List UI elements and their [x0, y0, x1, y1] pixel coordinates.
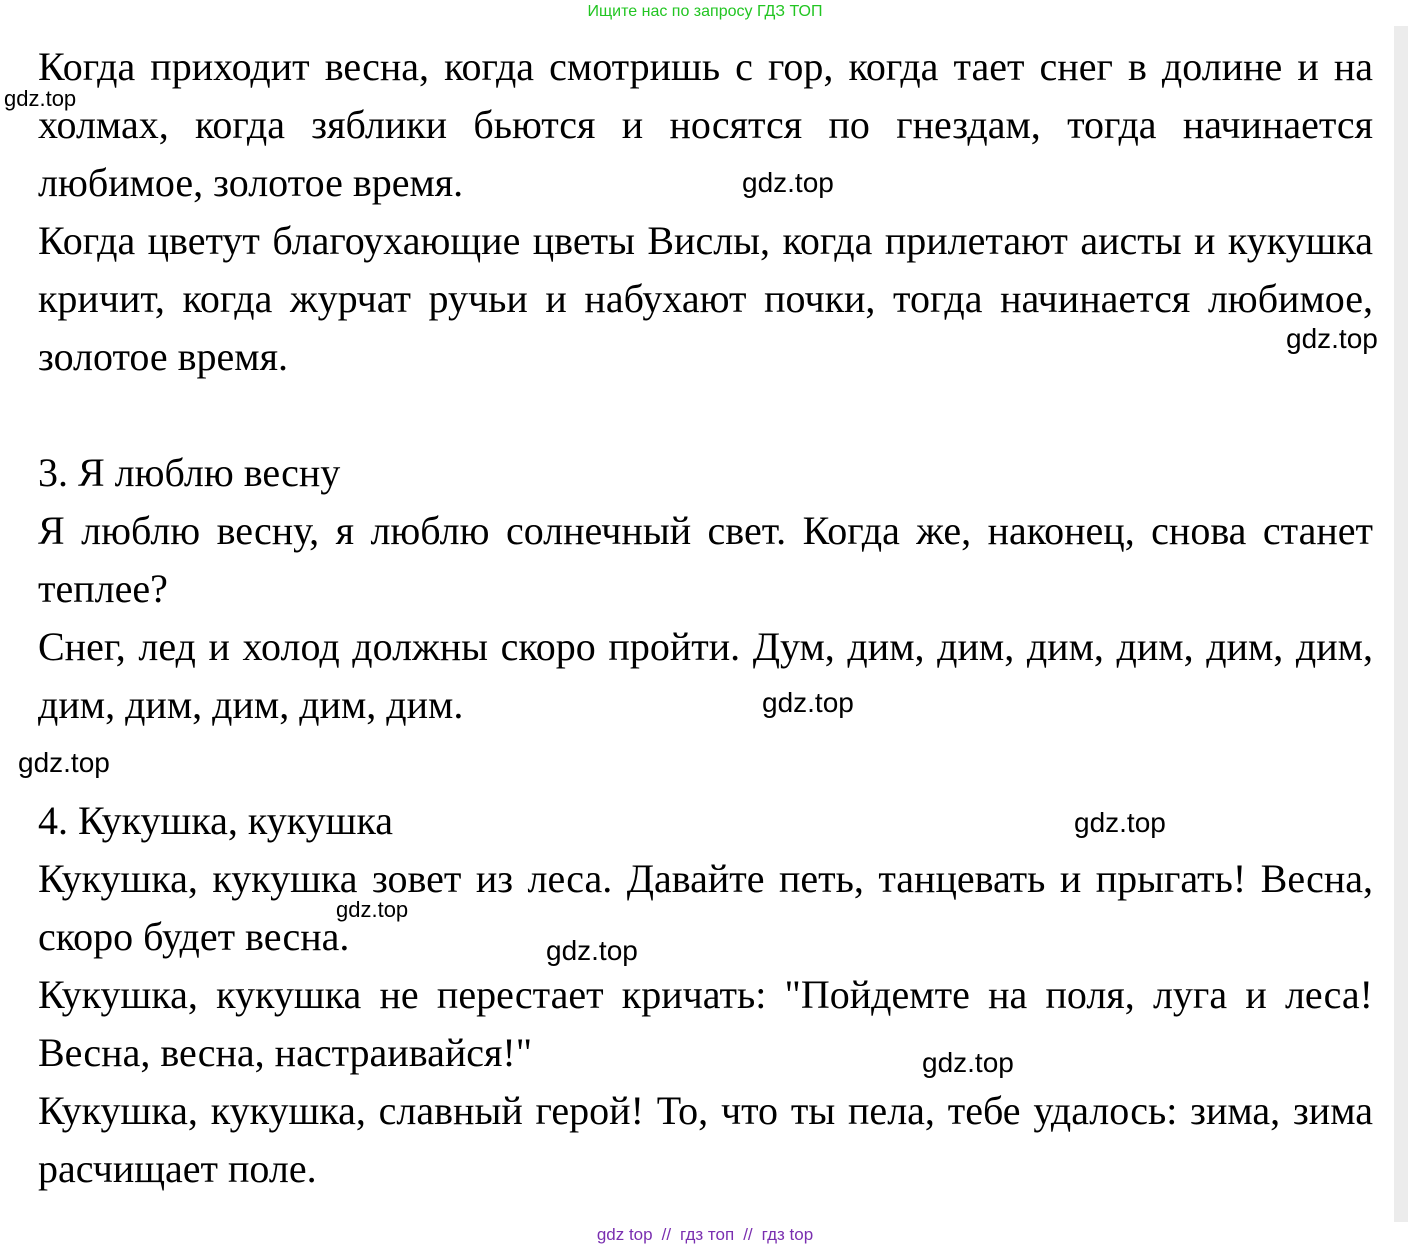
watermark: gdz.top [336, 897, 409, 922]
paragraph: Когда цветут благоухающие цветы Вислы, когда прилетают аисты и кукушка кричит, когда журчат ручьи и набухают почки, тогда начинается любимое, золотое время. [38, 218, 1373, 379]
footer-separator: // [661, 1225, 672, 1244]
section-4-heading: 4. Кукушка, кукушка [38, 798, 394, 843]
watermark: gdz.top [1286, 323, 1378, 354]
spacer [38, 386, 1373, 444]
watermark: gdz.top [742, 167, 834, 198]
scrollbar[interactable] [1394, 26, 1408, 1222]
spacer [38, 734, 1373, 792]
paragraph: Кукушка, кукушка не перестает кричать: "Пойдемте на поля, луга и леса! Весна, весна, настраивайся!" [38, 972, 1373, 1075]
footer-link[interactable]: гдз топ [680, 1225, 735, 1244]
paragraph: Кукушка, кукушка зовет из леса. Давайте петь, танцевать и прыгать! Весна, скоро будет весна. [38, 856, 1373, 959]
document-body [38, 38, 1373, 1198]
paragraph: Когда приходит весна, когда смотришь с гор, когда тает снег в долине и на холмах, когда зяблики бьются и носятся по гнездам, тогда начинается любимое, золотое время. [38, 44, 1373, 205]
watermark: gdz.top [18, 747, 110, 778]
paragraph: Кукушка, кукушка, славный герой! То, что ты пела, тебе удалось: зима, зима расчищает поле. [38, 1088, 1373, 1191]
top-banner[interactable]: Ищите нас по запросу ГДЗ ТОП [587, 3, 823, 20]
watermark: gdz.top [922, 1047, 1014, 1078]
paragraph: Я люблю весну, я люблю солнечный свет. Когда же, наконец, снова станет теплее? [38, 508, 1373, 611]
section-3-heading: 3. Я люблю весну [38, 450, 341, 495]
footer-link[interactable]: гдз top [761, 1225, 814, 1244]
footer-link[interactable]: gdz top [596, 1225, 653, 1244]
watermark: gdz.top [4, 86, 77, 111]
footer-separator: // [743, 1225, 753, 1244]
watermark: gdz.top [546, 935, 638, 966]
footer [0, 1222, 1410, 1248]
watermark: gdz.top [1074, 807, 1166, 838]
watermark: gdz.top [762, 687, 854, 718]
paragraph: Снег, лед и холод должны скоро пройти. Дум, дим, дим, дим, дим, дим, дим, дим, дим, дим, дим, дим. [38, 624, 1373, 727]
